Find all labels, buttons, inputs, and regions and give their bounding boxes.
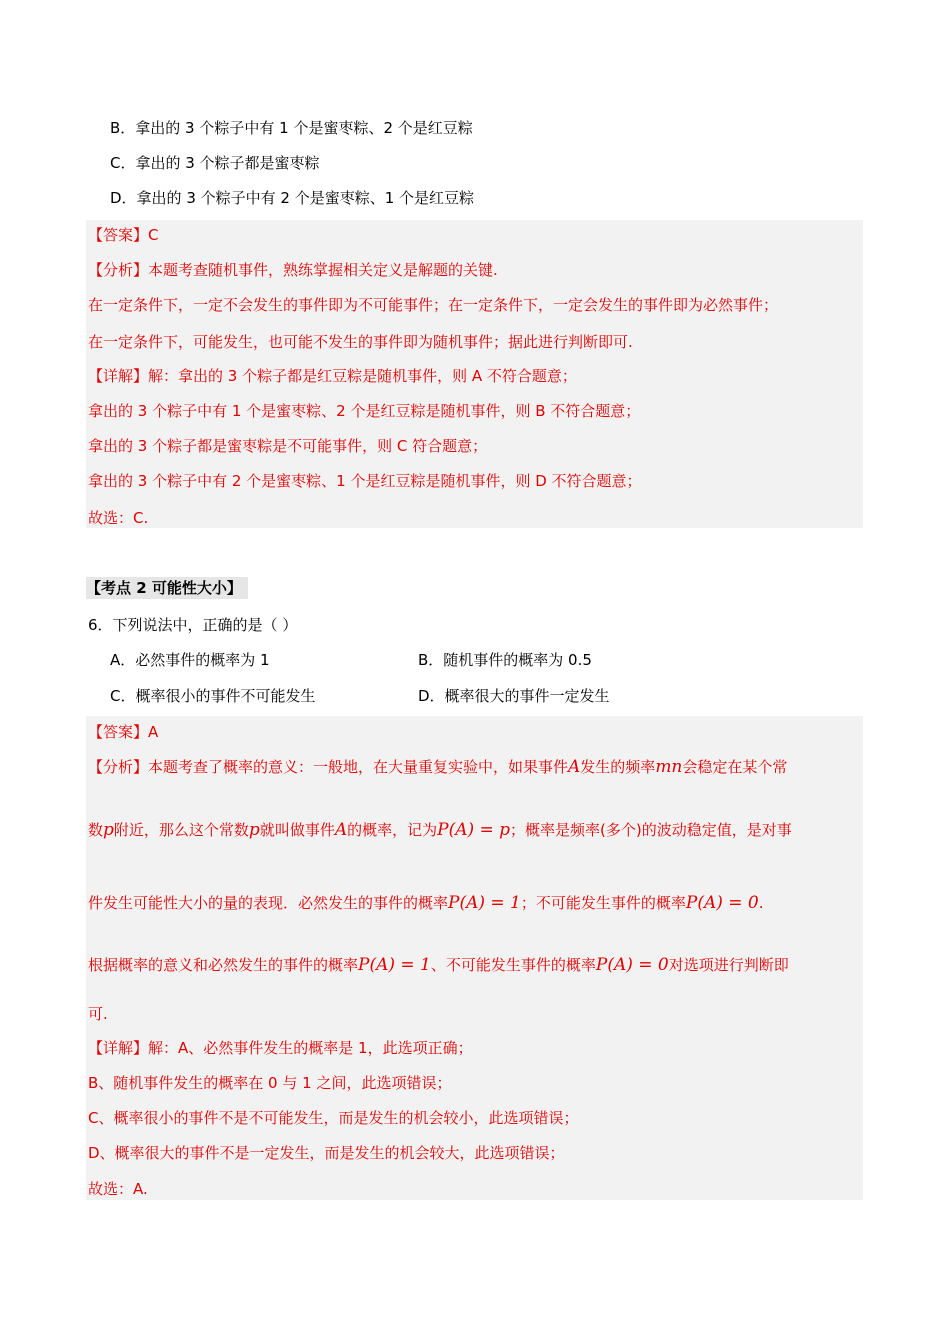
math-var-p: p — [248, 820, 260, 840]
q6-analysis-text: 、不可能发生事件的概率 — [430, 956, 596, 974]
q5-conclusion: 故选：C. — [88, 509, 149, 527]
q6-analysis-text: ；不可能发生事件的概率 — [520, 894, 686, 912]
q6-conclusion: 故选：A. — [88, 1180, 148, 1198]
q6-analysis-line-3 — [88, 893, 764, 913]
q6-analysis-text: 【分析】本题考查了概率的意义：一般地，在大量重复实验中，如果事件 — [88, 758, 569, 776]
q6-analysis-text: . — [758, 894, 764, 912]
q6-analysis-text: 的概率，记为 — [347, 821, 438, 839]
q5-detail-line-2: 拿出的 3 个粽子中有 1 个是蜜枣粽、2 个是红豆粽是随机事件，则 B 不符合题意； — [88, 402, 641, 420]
q6-analysis-line-5: 可. — [88, 1005, 108, 1023]
q6-detail-line-1: 【详解】解：A、必然事件发生的概率是 1，此选项正确； — [88, 1039, 473, 1057]
q5-option-c: C．拿出的 3 个粽子都是蜜枣粽 — [110, 154, 320, 172]
q6-option-c: C．概率很小的事件不可能发生 — [110, 687, 316, 705]
q6-analysis-line-2 — [88, 820, 792, 840]
q5-detail-line-4: 拿出的 3 个粽子中有 2 个是蜜枣粽、1 个是红豆粽是随机事件，则 D 不符合题意； — [88, 472, 642, 490]
math-var-a: A — [334, 820, 348, 840]
math-formula-pa-eq-0: P(A) = 0 — [685, 893, 759, 913]
q6-option-b: B．随机事件的概率为 0.5 — [418, 651, 592, 669]
q5-analysis-line-2: 在一定条件下，一定不会发生的事件即为不可能事件；在一定条件下，一定会发生的事件即为必然事件； — [88, 296, 779, 314]
math-formula-pa-eq-p: P(A) = p — [437, 820, 511, 840]
q5-option-d: D．拿出的 3 个粽子中有 2 个是蜜枣粽、1 个是红豆粽 — [110, 189, 475, 207]
q6-analysis-text: 件发生可能性大小的量的表现．必然发生的事件的概率 — [88, 894, 449, 912]
q5-detail-line-3: 拿出的 3 个粽子都是蜜枣粽是不可能事件，则 C 符合题意； — [88, 437, 488, 455]
q6-analysis-text: 根据概率的意义和必然发生的事件的概率 — [88, 956, 359, 974]
math-var-p: p — [103, 820, 114, 840]
math-var-a: A — [568, 757, 581, 777]
q6-option-a: A．必然事件的概率为 1 — [110, 651, 270, 669]
q6-analysis-line-1 — [88, 757, 787, 777]
q6-analysis-line-4 — [88, 955, 789, 975]
q6-analysis-text: 数 — [88, 821, 104, 839]
q5-analysis-line-3: 在一定条件下，可能发生，也可能不发生的事件即为随机事件；据此进行判断即可. — [88, 333, 633, 351]
q5-detail-line-1: 【详解】解：拿出的 3 个粽子都是红豆粽是随机事件，则 A 不符合题意； — [88, 367, 577, 385]
q6-detail-line-3: C、概率很小的事件不是不可能发生，而是发生的机会较小，此选项错误； — [88, 1109, 579, 1127]
q6-detail-line-4: D、概率很大的事件不是一定发生，而是发生的机会较大，此选项错误； — [88, 1144, 565, 1162]
q5-answer: 【答案】C — [88, 226, 159, 244]
q6-analysis-text: 就叫做事件 — [259, 821, 335, 839]
q5-option-b: B．拿出的 3 个粽子中有 1 个是蜜枣粽、2 个是红豆粽 — [110, 119, 473, 137]
q6-answer: 【答案】A — [88, 723, 159, 741]
q6-detail-line-2: B、随机事件发生的概率在 0 与 1 之间，此选项错误； — [88, 1074, 452, 1092]
section-heading: 【考点 2 可能性大小】 — [86, 577, 248, 599]
q6-analysis-text: 附近，那么这个常数 — [113, 821, 249, 839]
q6-analysis-text: ；概率是频率(多个)的波动稳定值，是对事 — [510, 821, 792, 839]
q5-analysis-line-1: 【分析】本题考查随机事件，熟练掌握相关定义是解题的关键. — [88, 261, 498, 279]
math-formula-pa-eq-1: P(A) = 1 — [358, 955, 431, 975]
q6-analysis-text: 对选项进行判断即 — [668, 956, 789, 974]
math-var-mn: mn — [655, 757, 683, 777]
q6-analysis-text: 发生的频率 — [580, 758, 656, 776]
q6-stem: 6．下列说法中，正确的是（ ） — [88, 616, 298, 634]
math-formula-pa-eq-0: P(A) = 0 — [595, 955, 669, 975]
math-formula-pa-eq-1: P(A) = 1 — [448, 893, 521, 913]
q6-option-d: D．概率很大的事件一定发生 — [418, 687, 610, 705]
q6-analysis-text: 会稳定在某个常 — [682, 758, 788, 776]
